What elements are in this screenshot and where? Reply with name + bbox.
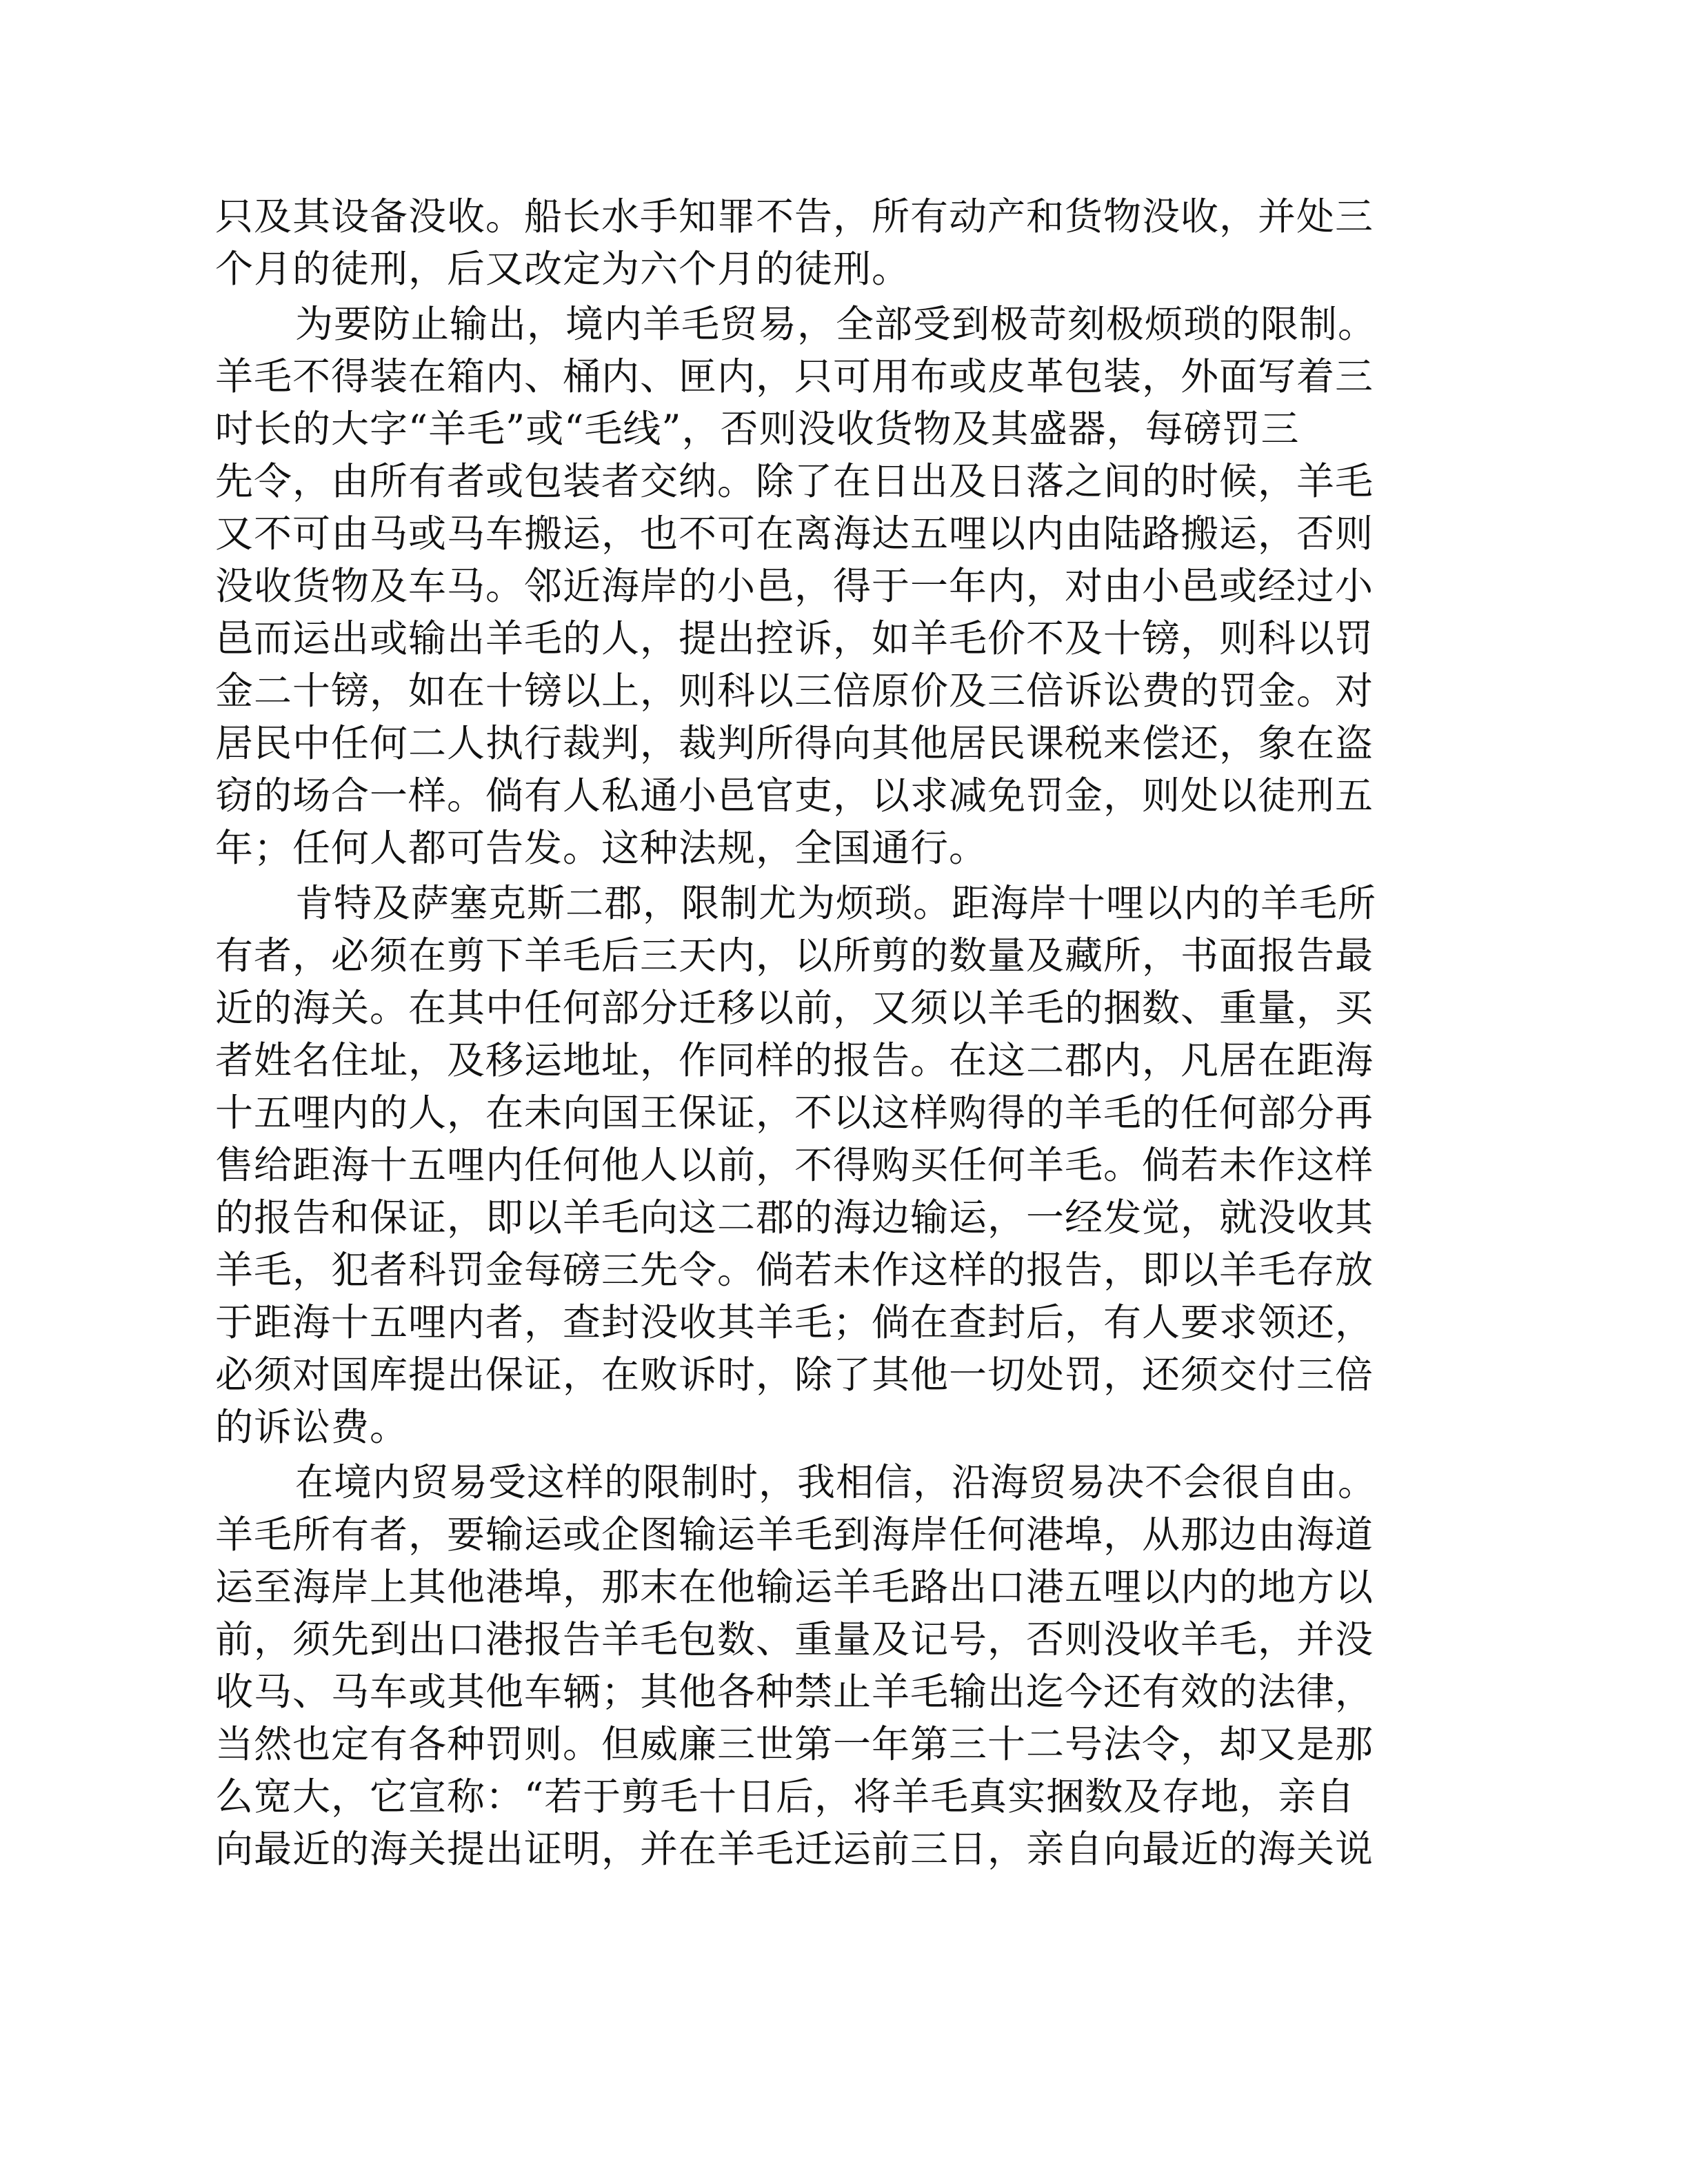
text-line: 有者，必须在剪下羊毛后三天内，以所剪的数量及藏所，书面报告最 — [215, 933, 1374, 978]
text-line: 又不可由马或马车搬运，也不可在离海达五哩以内由陆路搬运，否则 — [215, 512, 1374, 556]
text-line: 者姓名住址，及移运地址，作同样的报告。在这二郡内，凡居在距海 — [215, 1038, 1374, 1082]
text-line: 必须对国库提出保证，在败诉时，除了其他一切处罚，还须交付三倍 — [215, 1353, 1374, 1397]
paragraph-2 — [215, 298, 1473, 874]
text-line: 肯特及萨塞克斯二郡，限制尤为烦琐。距海岸十哩以内的羊毛所 — [295, 881, 1377, 925]
text-line: 居民中任何二人执行裁判，裁判所得向其他居民课税来偿还，象在盗 — [215, 721, 1374, 765]
text-line: 的诉讼费。 — [215, 1405, 409, 1449]
text-line: 没收货物及车马。邻近海岸的小邑，得于一年内，对由小邑或经过小 — [215, 564, 1374, 608]
document-page — [215, 190, 1473, 1875]
text-line: 么宽大，它宣称：“若于剪毛十日后，将羊毛真实捆数及存地，亲自 — [215, 1775, 1356, 1819]
text-line: 近的海关。在其中任何部分迁移以前，又须以羊毛的捆数、重量，买 — [215, 986, 1374, 1030]
text-line: 的报告和保证，即以羊毛向这二郡的海边输运，一经发觉，就没收其 — [215, 1195, 1374, 1240]
paragraph-1 — [215, 190, 1473, 295]
text-line: 羊毛所有者，要输运或企图输运羊毛到海岸任何港埠，从那边由海道 — [215, 1513, 1374, 1557]
text-line: 吋长的大字“羊毛”或“毛线”，否则没收货物及其盛器，每磅罚三 — [215, 407, 1300, 451]
text-line: 向最近的海关提出证明，并在羊毛迁运前三日，亲自向最近的海关说 — [215, 1827, 1374, 1871]
text-line: 羊毛，犯者科罚金每磅三先令。倘若未作这样的报告，即以羊毛存放 — [215, 1248, 1374, 1292]
text-line: 年；任何人都可告发。这种法规，全国通行。 — [215, 826, 988, 870]
paragraph-4 — [215, 1456, 1473, 1875]
text-line: 只及其设备没收。船长水手知罪不告，所有动产和货物没收，并处三 — [215, 194, 1374, 239]
text-line: 收马、马车或其他车辆；其他各种禁止羊毛输出迄今还有效的法律， — [215, 1670, 1374, 1714]
text-line: 于距海十五哩内者，查封没收其羊毛；倘在查封后，有人要求领还， — [215, 1300, 1374, 1344]
text-line: 前，须先到出口港报告羊毛包数、重量及记号，否则没收羊毛，并没 — [215, 1617, 1374, 1661]
text-line: 为要防止输出，境内羊毛贸易，全部受到极苛刻极烦琐的限制。 — [295, 302, 1377, 346]
text-line: 十五哩内的人，在未向国王保证，不以这样购得的羊毛的任何部分再 — [215, 1091, 1374, 1135]
text-line: 售给距海十五哩内任何他人以前，不得购买任何羊毛。倘若未作这样 — [215, 1143, 1374, 1187]
text-line: 邑而运出或输出羊毛的人，提出控诉，如羊毛价不及十镑，则科以罚 — [215, 616, 1374, 660]
text-line: 羊毛不得装在箱内、桶内、匣内，只可用布或皮革包装，外面写着三 — [215, 354, 1374, 398]
text-line: 窃的场合一样。倘有人私通小邑官吏，以求减免罚金，则处以徒刑五 — [215, 774, 1374, 818]
text-line: 运至海岸上其他港埠，那末在他输运羊毛路出口港五哩以内的地方以 — [215, 1565, 1374, 1609]
text-line: 金二十镑，如在十镑以上，则科以三倍原价及三倍诉讼费的罚金。对 — [215, 669, 1374, 713]
text-line: 先令，由所有者或包装者交纳。除了在日出及日落之间的时候，羊毛 — [215, 459, 1374, 503]
text-line: 在境内贸易受这样的限制时，我相信，沿海贸易决不会很自由。 — [295, 1460, 1377, 1504]
text-line: 当然也定有各种罚则。但威廉三世第一年第三十二号法令，却又是那 — [215, 1722, 1374, 1766]
text-line: 个月的徒刑，后又改定为六个月的徒刑。 — [215, 247, 911, 291]
paragraph-3 — [215, 877, 1473, 1453]
